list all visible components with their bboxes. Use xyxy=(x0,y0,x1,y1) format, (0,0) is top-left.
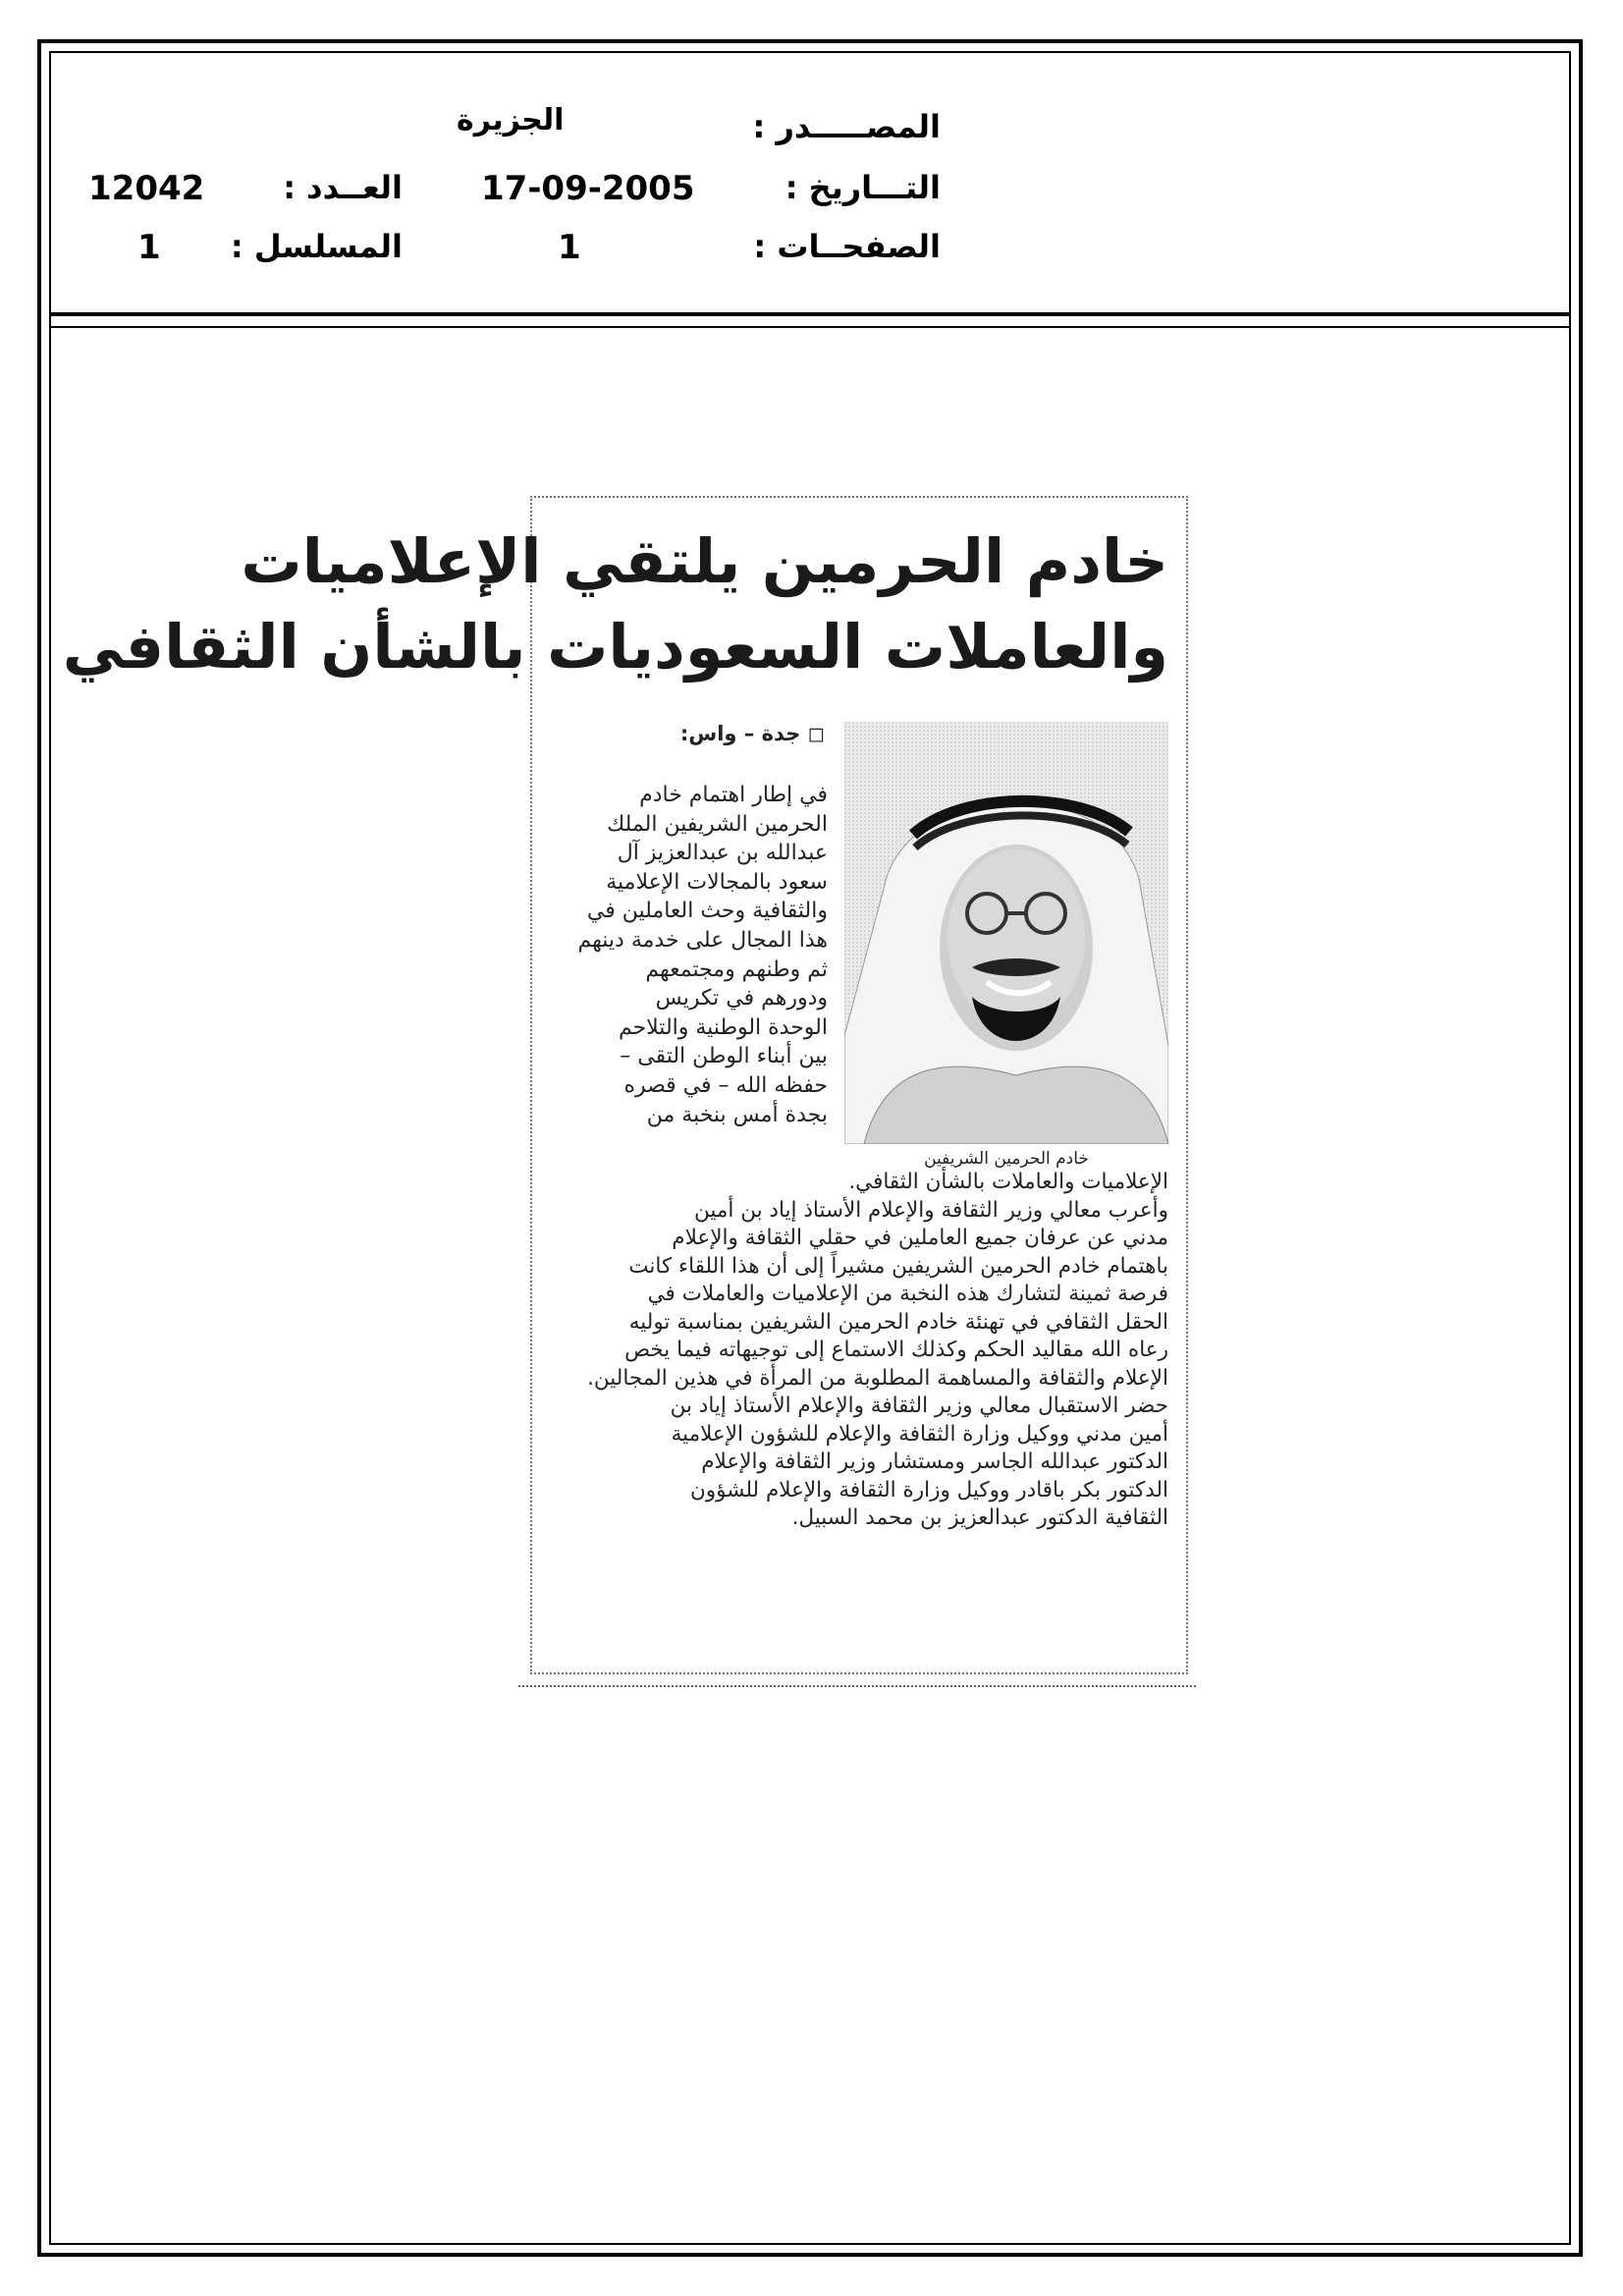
pages-label: الصفحــات : xyxy=(753,228,941,265)
body-line: أمين مدني ووكيل وزارة الثقافة والإعلام للشؤون الإعلامية xyxy=(671,1421,1168,1447)
source-value: الجزيرة xyxy=(457,103,565,137)
article-body xyxy=(555,1169,1168,1533)
header-separator-thin xyxy=(49,326,1571,328)
date-value: 17-09-2005 xyxy=(481,169,695,208)
dateline: ◻ جدة – واس: xyxy=(679,722,825,745)
article-lead-column xyxy=(555,781,828,1129)
source-label: المصـــــدر : xyxy=(752,108,941,145)
header-separator xyxy=(49,312,1571,316)
portrait-photo xyxy=(844,722,1168,1144)
pages-value: 1 xyxy=(558,228,581,267)
body-line: الإعلام والثقافة والمساهمة المطلوبة من المرأة في هذين المجالين. xyxy=(587,1365,1168,1391)
body-line: وأعرب معالي وزير الثقافة والإعلام الأستاذ إياد بن أمين xyxy=(694,1197,1168,1223)
clipping-bottom-edge xyxy=(518,1685,1196,1689)
lead-line: الحرمين الشريفين الملك xyxy=(607,811,828,837)
portrait-illustration xyxy=(844,722,1168,1144)
body-line: باهتمام خادم الحرمين الشريفين مشيراً إلى أن هذا اللقاء كانت xyxy=(628,1253,1168,1279)
photo-caption: خادم الحرمين الشريفين xyxy=(924,1149,1089,1169)
body-line: الدكتور عبدالله الجاسر ومستشار وزير الثقافة والإعلام xyxy=(701,1449,1168,1474)
date-label: التـــاريخ : xyxy=(784,169,941,206)
body-line: رعاه الله مقاليد الحكم وكذلك الاستماع إلى توجيهاته فيما يخص xyxy=(624,1338,1168,1362)
headline-line-1: خادم الحرمين يلتقي الإعلاميات xyxy=(241,525,1168,597)
serial-label: المسلسل : xyxy=(230,228,403,265)
lead-line: حفظه الله – في قصره xyxy=(623,1072,828,1098)
serial-value: 1 xyxy=(137,228,161,267)
body-line: الإعلاميات والعاملات بالشأن الثقافي. xyxy=(848,1170,1168,1194)
lead-line: بين أبناء الوطن التقى – xyxy=(620,1044,828,1069)
lead-line: بجدة أمس بنخبة من xyxy=(646,1102,828,1127)
lead-line: عبدالله بن عبدالعزيز آل xyxy=(617,841,828,866)
issue-label: العــدد : xyxy=(283,169,403,206)
issue-value: 12042 xyxy=(88,169,205,208)
body-line: فرصة ثمينة لتشارك هذه النخبة من الإعلاميات والعاملات في xyxy=(647,1282,1168,1306)
lead-line: سعود بالمجالات الإعلامية xyxy=(606,869,828,895)
body-line: حضر الاستقبال معالي وزير الثقافة والإعلام الأستاذ إياد بن xyxy=(670,1394,1168,1418)
lead-line: ثم وطنهم ومجتمعهم xyxy=(645,957,828,982)
lead-line: هذا المجال على خدمة دينهم xyxy=(577,927,828,953)
headline-line-2: والعاملات السعوديات بالشأن الثقافي xyxy=(62,611,1168,683)
lead-line: ودورهم في تكريس xyxy=(655,986,828,1011)
body-line: مدني عن عرفان جميع العاملين في حقلي الثقافة والإعلام xyxy=(672,1226,1168,1250)
lead-line: والثقافية وحث العاملين في xyxy=(586,899,828,924)
lead-line: في إطار اهتمام خادم xyxy=(639,783,828,807)
body-line: الدكتور بكر باقادر ووكيل وزارة الثقافة والإعلام للشؤون xyxy=(689,1477,1168,1503)
lead-line: الوحدة الوطنية والتلاحم xyxy=(618,1014,828,1040)
body-line: الحقل الثقافي في تهنئة خادم الحرمين الشريفين بمناسبة توليه xyxy=(628,1309,1168,1335)
body-line: الثقافية الدكتور عبدالعزيز بن محمد السبيل. xyxy=(791,1505,1168,1530)
